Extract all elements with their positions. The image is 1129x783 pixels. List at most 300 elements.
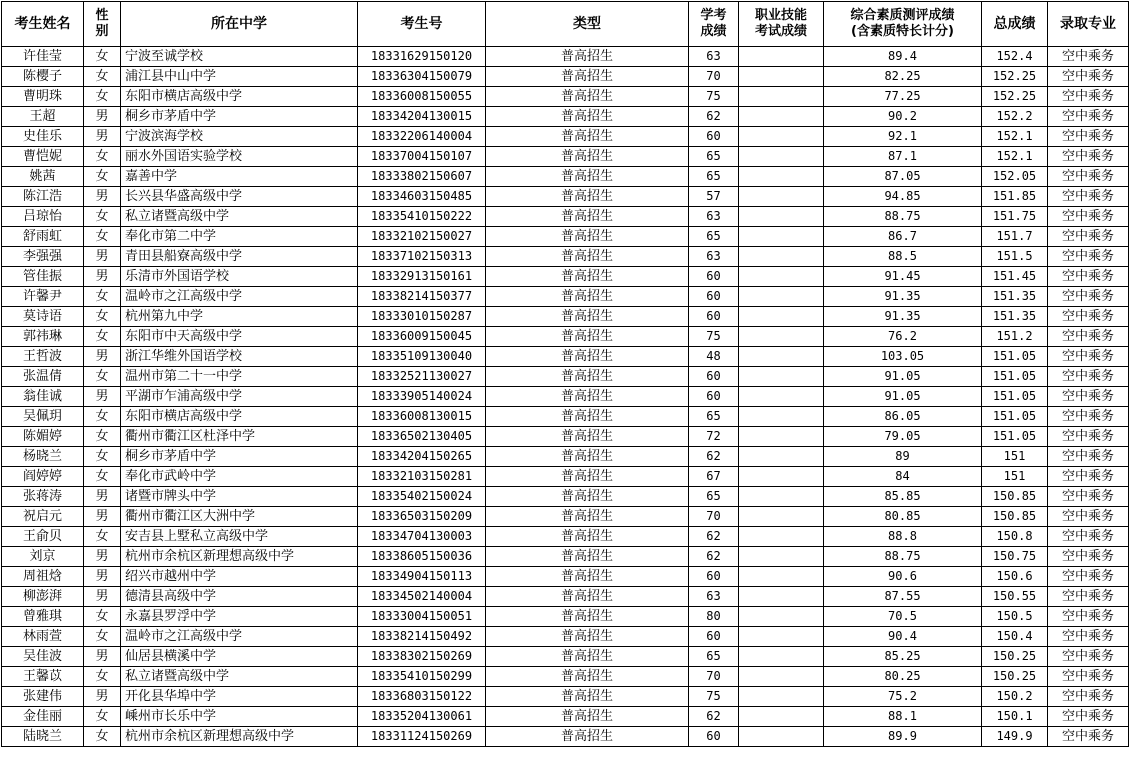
major-cell: 空中乘务 <box>1048 447 1129 467</box>
type-cell: 普高招生 <box>486 107 689 127</box>
vocational-cell <box>739 67 824 87</box>
exam-id-cell: 18334603150485 <box>358 187 486 207</box>
vocational-cell <box>739 687 824 707</box>
vocational-cell <box>739 507 824 527</box>
gender-cell: 男 <box>84 567 121 587</box>
total-cell: 151.35 <box>982 307 1048 327</box>
school-cell: 衢州市衢江区大洲中学 <box>121 507 358 527</box>
table-row <box>2 707 1129 727</box>
total-cell: 151.2 <box>982 327 1048 347</box>
xuekao-cell: 60 <box>689 387 739 407</box>
total-cell: 151.05 <box>982 367 1048 387</box>
type-cell: 普高招生 <box>486 447 689 467</box>
type-cell: 普高招生 <box>486 607 689 627</box>
xuekao-cell: 62 <box>689 547 739 567</box>
exam-id-cell: 18333004150051 <box>358 607 486 627</box>
school-cell: 青田县船寮高级中学 <box>121 247 358 267</box>
xuekao-cell: 60 <box>689 367 739 387</box>
exam-id-cell: 18336502130405 <box>358 427 486 447</box>
comprehensive-cell: 87.1 <box>824 147 982 167</box>
type-cell: 普高招生 <box>486 367 689 387</box>
school-cell: 温岭市之江高级中学 <box>121 627 358 647</box>
major-cell: 空中乘务 <box>1048 647 1129 667</box>
exam-id-cell: 18336503150209 <box>358 507 486 527</box>
name-cell: 王哲波 <box>2 347 84 367</box>
name-cell: 王超 <box>2 107 84 127</box>
total-cell: 152.2 <box>982 107 1048 127</box>
xuekao-cell: 60 <box>689 127 739 147</box>
table-row <box>2 727 1129 747</box>
major-cell: 空中乘务 <box>1048 527 1129 547</box>
total-cell: 151.75 <box>982 207 1048 227</box>
major-cell: 空中乘务 <box>1048 47 1129 67</box>
exam-id-cell: 18338605150036 <box>358 547 486 567</box>
exam-id-cell: 18333905140024 <box>358 387 486 407</box>
total-cell: 150.2 <box>982 687 1048 707</box>
major-cell: 空中乘务 <box>1048 607 1129 627</box>
gender-cell: 女 <box>84 707 121 727</box>
name-cell: 祝启元 <box>2 507 84 527</box>
comprehensive-cell: 85.85 <box>824 487 982 507</box>
school-cell: 桐乡市茅盾中学 <box>121 447 358 467</box>
vocational-cell <box>739 227 824 247</box>
xuekao-cell: 60 <box>689 627 739 647</box>
xuekao-cell: 72 <box>689 427 739 447</box>
vocational-cell <box>739 267 824 287</box>
vocational-cell <box>739 127 824 147</box>
name-cell: 吴佳波 <box>2 647 84 667</box>
type-cell: 普高招生 <box>486 487 689 507</box>
school-cell: 永嘉县罗浮中学 <box>121 607 358 627</box>
comprehensive-cell: 76.2 <box>824 327 982 347</box>
total-cell: 151.05 <box>982 427 1048 447</box>
total-cell: 151.85 <box>982 187 1048 207</box>
major-cell: 空中乘务 <box>1048 467 1129 487</box>
name-cell: 史佳乐 <box>2 127 84 147</box>
type-cell: 普高招生 <box>486 727 689 747</box>
comprehensive-cell: 89.9 <box>824 727 982 747</box>
comprehensive-cell: 86.7 <box>824 227 982 247</box>
type-cell: 普高招生 <box>486 207 689 227</box>
header-exam-id: 考生号 <box>358 2 486 47</box>
major-cell: 空中乘务 <box>1048 107 1129 127</box>
comprehensive-cell: 79.05 <box>824 427 982 447</box>
total-cell: 152.1 <box>982 127 1048 147</box>
name-cell: 管佳振 <box>2 267 84 287</box>
school-cell: 杭州市余杭区新理想高级中学 <box>121 727 358 747</box>
exam-id-cell: 18331629150120 <box>358 47 486 67</box>
major-cell: 空中乘务 <box>1048 547 1129 567</box>
xuekao-cell: 62 <box>689 107 739 127</box>
table-row <box>2 307 1129 327</box>
comprehensive-cell: 88.5 <box>824 247 982 267</box>
total-cell: 150.75 <box>982 547 1048 567</box>
vocational-cell <box>739 407 824 427</box>
table-row <box>2 427 1129 447</box>
gender-cell: 女 <box>84 307 121 327</box>
school-cell: 浙江华维外国语学校 <box>121 347 358 367</box>
table-row <box>2 227 1129 247</box>
name-cell: 陈樱子 <box>2 67 84 87</box>
header-row <box>2 2 1129 47</box>
table-row <box>2 567 1129 587</box>
type-cell: 普高招生 <box>486 567 689 587</box>
type-cell: 普高招生 <box>486 127 689 147</box>
total-cell: 150.5 <box>982 607 1048 627</box>
vocational-cell <box>739 207 824 227</box>
vocational-cell <box>739 307 824 327</box>
total-cell: 152.25 <box>982 67 1048 87</box>
xuekao-cell: 60 <box>689 267 739 287</box>
gender-cell: 女 <box>84 407 121 427</box>
table-row <box>2 487 1129 507</box>
name-cell: 翁佳诚 <box>2 387 84 407</box>
major-cell: 空中乘务 <box>1048 167 1129 187</box>
exam-id-cell: 18335402150024 <box>358 487 486 507</box>
total-cell: 151.5 <box>982 247 1048 267</box>
school-cell: 私立诸暨高级中学 <box>121 667 358 687</box>
exam-id-cell: 18336008150055 <box>358 87 486 107</box>
type-cell: 普高招生 <box>486 647 689 667</box>
table-row <box>2 587 1129 607</box>
school-cell: 私立诸暨高级中学 <box>121 207 358 227</box>
xuekao-cell: 75 <box>689 687 739 707</box>
gender-cell: 男 <box>84 347 121 367</box>
vocational-cell <box>739 567 824 587</box>
gender-cell: 女 <box>84 607 121 627</box>
school-cell: 德清县高级中学 <box>121 587 358 607</box>
table-row <box>2 327 1129 347</box>
major-cell: 空中乘务 <box>1048 187 1129 207</box>
school-cell: 仙居县横溪中学 <box>121 647 358 667</box>
school-cell: 绍兴市越州中学 <box>121 567 358 587</box>
name-cell: 许佳莹 <box>2 47 84 67</box>
header-total: 总成绩 <box>982 2 1048 47</box>
xuekao-cell: 70 <box>689 67 739 87</box>
major-cell: 空中乘务 <box>1048 87 1129 107</box>
xuekao-cell: 57 <box>689 187 739 207</box>
name-cell: 莫诗语 <box>2 307 84 327</box>
gender-cell: 男 <box>84 587 121 607</box>
total-cell: 151 <box>982 467 1048 487</box>
exam-id-cell: 18335410150222 <box>358 207 486 227</box>
type-cell: 普高招生 <box>486 387 689 407</box>
table-row <box>2 167 1129 187</box>
type-cell: 普高招生 <box>486 167 689 187</box>
vocational-cell <box>739 247 824 267</box>
total-cell: 150.8 <box>982 527 1048 547</box>
total-cell: 152.25 <box>982 87 1048 107</box>
header-xuekao-line2: 成绩 <box>700 24 727 39</box>
name-cell: 陈媚婷 <box>2 427 84 447</box>
comprehensive-cell: 70.5 <box>824 607 982 627</box>
gender-cell: 女 <box>84 627 121 647</box>
comprehensive-cell: 92.1 <box>824 127 982 147</box>
comprehensive-cell: 82.25 <box>824 67 982 87</box>
gender-cell: 女 <box>84 287 121 307</box>
name-cell: 张蒋涛 <box>2 487 84 507</box>
total-cell: 152.05 <box>982 167 1048 187</box>
comprehensive-cell: 90.4 <box>824 627 982 647</box>
xuekao-cell: 63 <box>689 247 739 267</box>
name-cell: 刘京 <box>2 547 84 567</box>
total-cell: 151.05 <box>982 407 1048 427</box>
comprehensive-cell: 77.25 <box>824 87 982 107</box>
comprehensive-cell: 75.2 <box>824 687 982 707</box>
exam-id-cell: 18335109130040 <box>358 347 486 367</box>
major-cell: 空中乘务 <box>1048 287 1129 307</box>
gender-cell: 女 <box>84 667 121 687</box>
exam-id-cell: 18334204150265 <box>358 447 486 467</box>
vocational-cell <box>739 167 824 187</box>
type-cell: 普高招生 <box>486 187 689 207</box>
vocational-cell <box>739 727 824 747</box>
header-comprehensive-line2: (含素质特长计分) <box>851 24 954 39</box>
type-cell: 普高招生 <box>486 527 689 547</box>
comprehensive-cell: 91.45 <box>824 267 982 287</box>
total-cell: 151.45 <box>982 267 1048 287</box>
header-school: 所在中学 <box>121 2 358 47</box>
gender-cell: 男 <box>84 547 121 567</box>
vocational-cell <box>739 607 824 627</box>
table-row <box>2 407 1129 427</box>
school-cell: 乐清市外国语学校 <box>121 267 358 287</box>
name-cell: 李强强 <box>2 247 84 267</box>
table-body <box>2 47 1129 747</box>
table-row <box>2 627 1129 647</box>
table-row <box>2 367 1129 387</box>
header-name: 考生姓名 <box>2 2 84 47</box>
exam-id-cell: 18338214150377 <box>358 287 486 307</box>
comprehensive-cell: 88.75 <box>824 207 982 227</box>
type-cell: 普高招生 <box>486 307 689 327</box>
vocational-cell <box>739 187 824 207</box>
header-comprehensive-line1: 综合素质测评成绩 <box>850 8 955 23</box>
exam-id-cell: 18337102150313 <box>358 247 486 267</box>
comprehensive-cell: 91.35 <box>824 307 982 327</box>
exam-id-cell: 18333010150287 <box>358 307 486 327</box>
type-cell: 普高招生 <box>486 627 689 647</box>
gender-cell: 女 <box>84 367 121 387</box>
vocational-cell <box>739 667 824 687</box>
exam-id-cell: 18335204130061 <box>358 707 486 727</box>
header-major: 录取专业 <box>1048 2 1129 47</box>
table-row <box>2 467 1129 487</box>
gender-cell: 女 <box>84 727 121 747</box>
exam-id-cell: 18338214150492 <box>358 627 486 647</box>
major-cell: 空中乘务 <box>1048 147 1129 167</box>
major-cell: 空中乘务 <box>1048 507 1129 527</box>
type-cell: 普高招生 <box>486 87 689 107</box>
name-cell: 杨晓兰 <box>2 447 84 467</box>
total-cell: 150.85 <box>982 507 1048 527</box>
table-row <box>2 107 1129 127</box>
gender-cell: 男 <box>84 247 121 267</box>
gender-cell: 女 <box>84 427 121 447</box>
header-vocational-line2: 考试成绩 <box>754 24 807 39</box>
major-cell: 空中乘务 <box>1048 307 1129 327</box>
exam-id-cell: 18332913150161 <box>358 267 486 287</box>
name-cell: 吕琼怡 <box>2 207 84 227</box>
header-gender <box>84 2 121 47</box>
table-row <box>2 87 1129 107</box>
vocational-cell <box>739 107 824 127</box>
comprehensive-cell: 89.4 <box>824 47 982 67</box>
school-cell: 浦江县中山中学 <box>121 67 358 87</box>
comprehensive-cell: 103.05 <box>824 347 982 367</box>
major-cell: 空中乘务 <box>1048 707 1129 727</box>
table-row <box>2 147 1129 167</box>
gender-cell: 男 <box>84 647 121 667</box>
type-cell: 普高招生 <box>486 267 689 287</box>
type-cell: 普高招生 <box>486 247 689 267</box>
exam-id-cell: 18337004150107 <box>358 147 486 167</box>
name-cell: 郭祎琳 <box>2 327 84 347</box>
school-cell: 温州市第二十一中学 <box>121 367 358 387</box>
name-cell: 许馨尹 <box>2 287 84 307</box>
vocational-cell <box>739 527 824 547</box>
major-cell: 空中乘务 <box>1048 347 1129 367</box>
gender-cell: 女 <box>84 67 121 87</box>
total-cell: 150.1 <box>982 707 1048 727</box>
major-cell: 空中乘务 <box>1048 407 1129 427</box>
table-row <box>2 67 1129 87</box>
school-cell: 东阳市横店高级中学 <box>121 407 358 427</box>
exam-id-cell: 18331124150269 <box>358 727 486 747</box>
vocational-cell <box>739 327 824 347</box>
total-cell: 152.4 <box>982 47 1048 67</box>
name-cell: 陆晓兰 <box>2 727 84 747</box>
total-cell: 151.7 <box>982 227 1048 247</box>
xuekao-cell: 63 <box>689 587 739 607</box>
xuekao-cell: 60 <box>689 287 739 307</box>
total-cell: 150.25 <box>982 647 1048 667</box>
table-row <box>2 187 1129 207</box>
major-cell: 空中乘务 <box>1048 127 1129 147</box>
table-row <box>2 387 1129 407</box>
school-cell: 安吉县上墅私立高级中学 <box>121 527 358 547</box>
gender-cell: 女 <box>84 467 121 487</box>
school-cell: 奉化市第二中学 <box>121 227 358 247</box>
table-row <box>2 267 1129 287</box>
gender-cell: 女 <box>84 527 121 547</box>
xuekao-cell: 65 <box>689 647 739 667</box>
school-cell: 诸暨市牌头中学 <box>121 487 358 507</box>
total-cell: 151 <box>982 447 1048 467</box>
table-row <box>2 287 1129 307</box>
major-cell: 空中乘务 <box>1048 267 1129 287</box>
name-cell: 舒雨虹 <box>2 227 84 247</box>
xuekao-cell: 62 <box>689 527 739 547</box>
school-cell: 东阳市横店高级中学 <box>121 87 358 107</box>
type-cell: 普高招生 <box>486 507 689 527</box>
school-cell: 桐乡市茅盾中学 <box>121 107 358 127</box>
total-cell: 150.85 <box>982 487 1048 507</box>
table-row <box>2 207 1129 227</box>
vocational-cell <box>739 147 824 167</box>
xuekao-cell: 65 <box>689 407 739 427</box>
type-cell: 普高招生 <box>486 347 689 367</box>
gender-cell: 男 <box>84 687 121 707</box>
school-cell: 丽水外国语实验学校 <box>121 147 358 167</box>
school-cell: 平湖市乍浦高级中学 <box>121 387 358 407</box>
type-cell: 普高招生 <box>486 67 689 87</box>
gender-cell: 女 <box>84 227 121 247</box>
type-cell: 普高招生 <box>486 687 689 707</box>
table-row <box>2 247 1129 267</box>
school-cell: 嘉善中学 <box>121 167 358 187</box>
gender-cell: 男 <box>84 387 121 407</box>
major-cell: 空中乘务 <box>1048 227 1129 247</box>
name-cell: 王俞贝 <box>2 527 84 547</box>
school-cell: 嵊州市长乐中学 <box>121 707 358 727</box>
table-row <box>2 607 1129 627</box>
major-cell: 空中乘务 <box>1048 427 1129 447</box>
total-cell: 150.55 <box>982 587 1048 607</box>
name-cell: 曾雅琪 <box>2 607 84 627</box>
header-gender-line2: 别 <box>95 24 109 39</box>
vocational-cell <box>739 87 824 107</box>
vocational-cell <box>739 467 824 487</box>
exam-id-cell: 18338302150269 <box>358 647 486 667</box>
header-comprehensive <box>824 2 982 47</box>
school-cell: 杭州市余杭区新理想高级中学 <box>121 547 358 567</box>
major-cell: 空中乘务 <box>1048 327 1129 347</box>
gender-cell: 女 <box>84 207 121 227</box>
type-cell: 普高招生 <box>486 327 689 347</box>
major-cell: 空中乘务 <box>1048 587 1129 607</box>
major-cell: 空中乘务 <box>1048 247 1129 267</box>
exam-id-cell: 18336304150079 <box>358 67 486 87</box>
name-cell: 张温倩 <box>2 367 84 387</box>
vocational-cell <box>739 587 824 607</box>
xuekao-cell: 48 <box>689 347 739 367</box>
comprehensive-cell: 80.25 <box>824 667 982 687</box>
gender-cell: 男 <box>84 507 121 527</box>
name-cell: 陈江浩 <box>2 187 84 207</box>
vocational-cell <box>739 627 824 647</box>
exam-id-cell: 18334502140004 <box>358 587 486 607</box>
gender-cell: 男 <box>84 127 121 147</box>
comprehensive-cell: 86.05 <box>824 407 982 427</box>
exam-id-cell: 18332102150027 <box>358 227 486 247</box>
type-cell: 普高招生 <box>486 47 689 67</box>
comprehensive-cell: 91.35 <box>824 287 982 307</box>
xuekao-cell: 60 <box>689 307 739 327</box>
xuekao-cell: 65 <box>689 147 739 167</box>
exam-id-cell: 18334204130015 <box>358 107 486 127</box>
total-cell: 151.05 <box>982 387 1048 407</box>
header-gender-line1: 性 <box>95 8 109 23</box>
xuekao-cell: 75 <box>689 87 739 107</box>
xuekao-cell: 65 <box>689 487 739 507</box>
type-cell: 普高招生 <box>486 707 689 727</box>
exam-id-cell: 18336008130015 <box>358 407 486 427</box>
type-cell: 普高招生 <box>486 667 689 687</box>
table-row <box>2 447 1129 467</box>
total-cell: 152.1 <box>982 147 1048 167</box>
type-cell: 普高招生 <box>486 407 689 427</box>
exam-id-cell: 18336803150122 <box>358 687 486 707</box>
gender-cell: 男 <box>84 267 121 287</box>
comprehensive-cell: 90.2 <box>824 107 982 127</box>
type-cell: 普高招生 <box>486 227 689 247</box>
school-cell: 杭州第九中学 <box>121 307 358 327</box>
table-row <box>2 347 1129 367</box>
vocational-cell <box>739 387 824 407</box>
school-cell: 温岭市之江高级中学 <box>121 287 358 307</box>
name-cell: 王馨苡 <box>2 667 84 687</box>
